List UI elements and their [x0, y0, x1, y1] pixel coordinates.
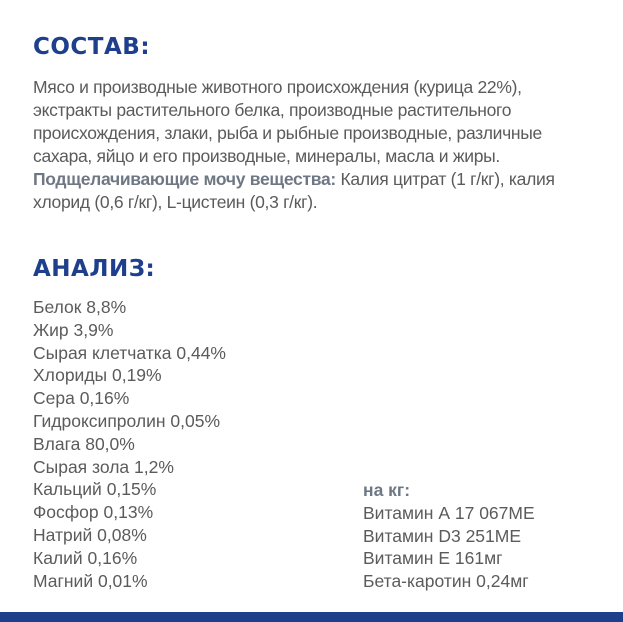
analysis-item-calcium: Кальций 0,15% — [33, 479, 157, 500]
analysis-item-fat: Жир 3,9% — [33, 319, 114, 340]
vitamin-item-a: Витамин А 17 067МЕ — [363, 502, 535, 523]
analysis-item-sodium: Натрий 0,08% — [33, 524, 147, 545]
bottom-accent-bar — [0, 612, 623, 622]
analysis-item-chlorides: Хлориды 0,19% — [33, 365, 162, 386]
analysis-item-protein: Белок 8,8% — [33, 297, 127, 317]
analysis-list — [33, 296, 226, 592]
analysis-item-potassium: Калий 0,16% — [33, 547, 138, 568]
vitamins-heading: на кг: — [363, 480, 411, 500]
analysis-item-magnesium: Магний 0,01% — [33, 570, 148, 591]
vitamin-item-beta-carotene: Бета-каротин 0,24мг — [363, 571, 529, 592]
composition-text: Мясо и производные животного происхождения (курица 22%), экстракты растительного белка, производные растительного происхождения, злаки, рыба и рыбные производные, различные сахара, яйцо и его производные, минералы, масла и жиры. — [33, 77, 542, 166]
urine-alkalizer-text: Калия цитрат (1 г/кг), калия хлорид (0,6 г/кг), L-цистеин (0,3 г/кг). — [33, 169, 555, 212]
analysis-item-ash: Сырая зола 1,2% — [33, 456, 174, 477]
composition-heading: СОСТАВ: — [33, 34, 151, 60]
composition-text-block — [33, 76, 593, 214]
analysis-heading: АНАЛИЗ: — [33, 256, 156, 282]
vitamin-item-d3: Витамин D3 251МЕ — [363, 525, 522, 546]
analysis-item-sulfur: Сера 0,16% — [33, 388, 130, 409]
analysis-item-moisture: Влага 80,0% — [33, 433, 135, 454]
analysis-item-phosphorus: Фосфор 0,13% — [33, 502, 154, 523]
urine-alkalizer-label: Подщелачивающие мочу вещества: — [33, 169, 336, 189]
vitamins-list — [363, 479, 535, 593]
vitamin-item-e: Витамин Е 161мг — [363, 548, 503, 569]
analysis-item-hydroxyproline: Гидроксипролин 0,05% — [33, 410, 221, 431]
analysis-item-fiber: Сырая клетчатка 0,44% — [33, 342, 226, 363]
